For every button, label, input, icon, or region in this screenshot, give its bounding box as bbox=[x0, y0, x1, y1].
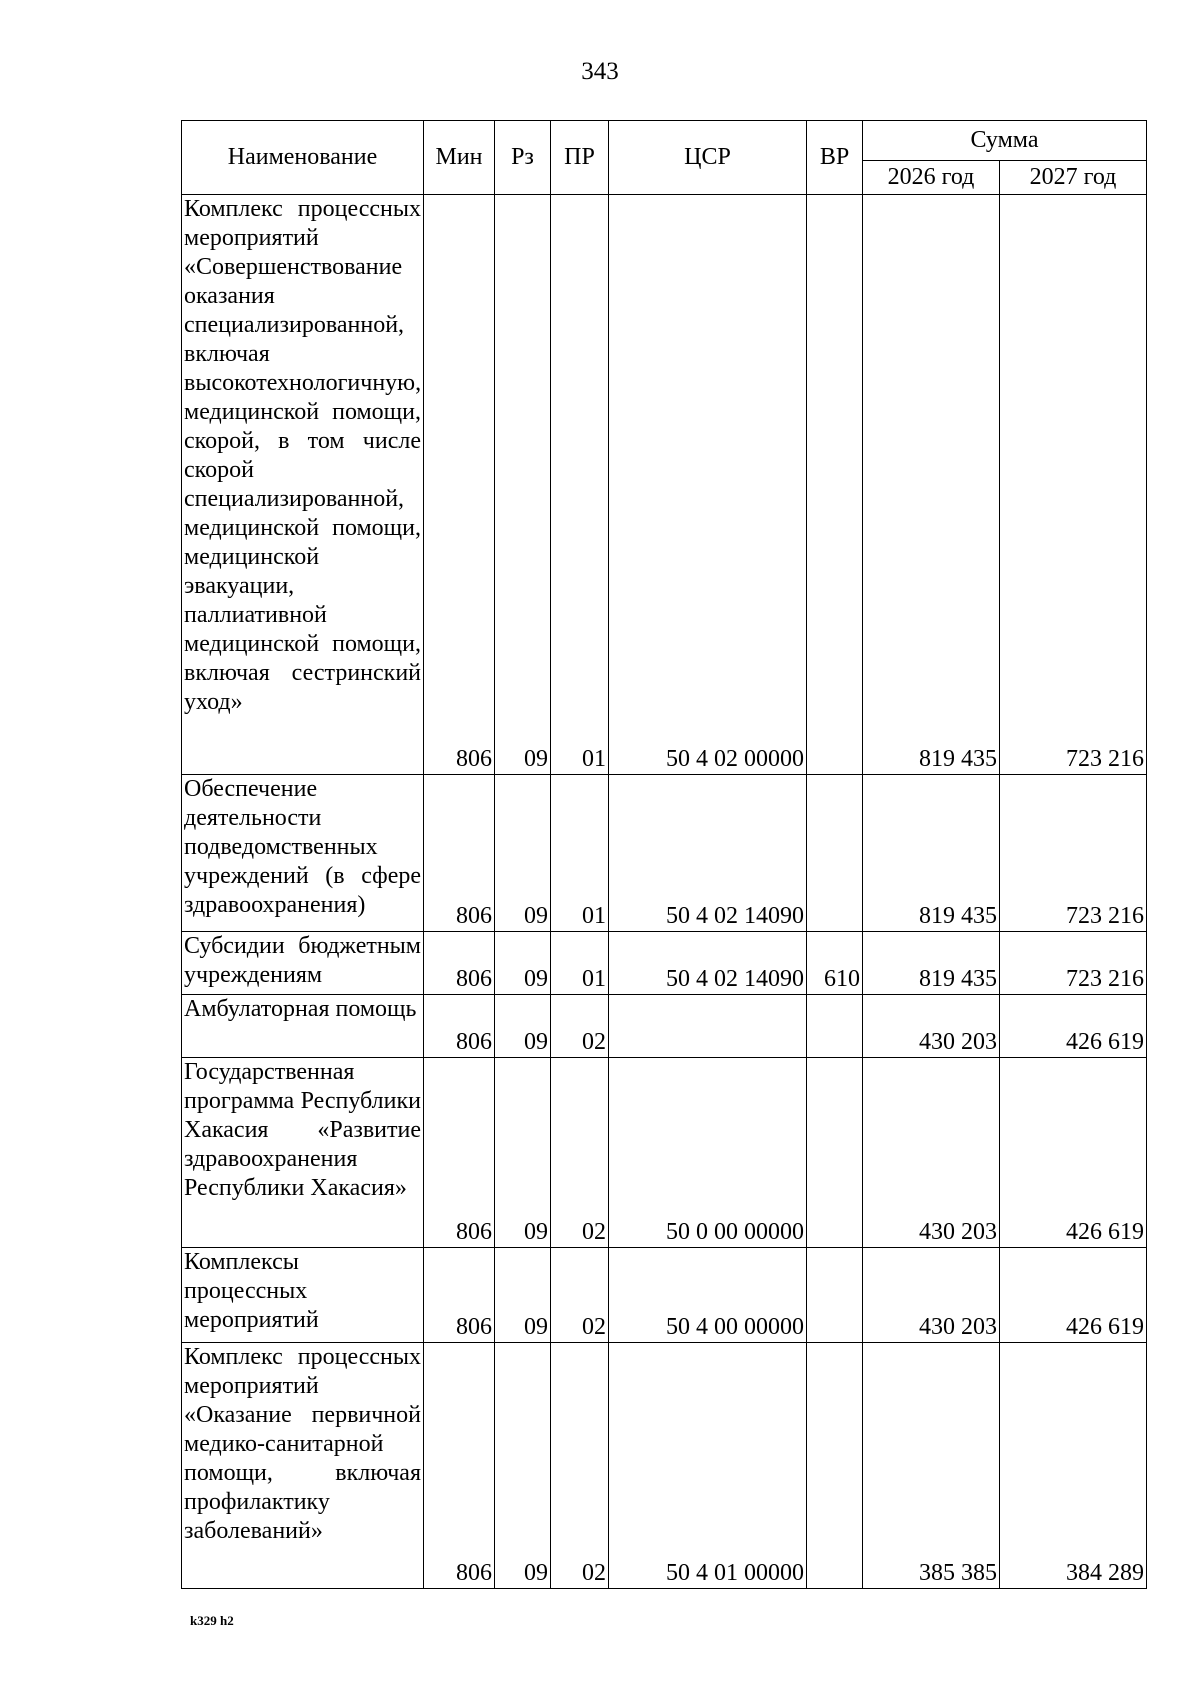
row-pr: 01 bbox=[551, 932, 609, 995]
row-min: 806 bbox=[424, 1248, 495, 1343]
row-2026: 819 435 bbox=[863, 195, 1000, 775]
table-body bbox=[182, 195, 1147, 1589]
row-min: 806 bbox=[424, 932, 495, 995]
row-2026: 430 203 bbox=[863, 1248, 1000, 1343]
row-rz: 09 bbox=[495, 1343, 551, 1589]
row-2027: 426 619 bbox=[1000, 1248, 1147, 1343]
header-year-2027: 2027 год bbox=[1000, 161, 1147, 195]
row-2026: 430 203 bbox=[863, 1058, 1000, 1248]
row-name: Амбулаторная помощь bbox=[182, 995, 424, 1058]
row-csr: 50 0 00 00000 bbox=[609, 1058, 807, 1248]
row-name: Субсидии бюджетным учреждениям bbox=[182, 932, 424, 995]
row-vr bbox=[807, 1248, 863, 1343]
header-pr: ПР bbox=[551, 121, 609, 195]
row-min: 806 bbox=[424, 995, 495, 1058]
row-vr bbox=[807, 195, 863, 775]
header-vr: ВР bbox=[807, 121, 863, 195]
row-pr: 02 bbox=[551, 995, 609, 1058]
row-pr: 02 bbox=[551, 1248, 609, 1343]
row-pr: 02 bbox=[551, 1058, 609, 1248]
row-vr bbox=[807, 1343, 863, 1589]
row-2026: 385 385 bbox=[863, 1343, 1000, 1589]
row-pr: 01 bbox=[551, 775, 609, 932]
table-row bbox=[182, 1248, 1147, 1343]
row-name: Комплексы процессных мероприятий bbox=[182, 1248, 424, 1343]
row-min: 806 bbox=[424, 195, 495, 775]
header-rz: Рз bbox=[495, 121, 551, 195]
row-csr: 50 4 00 00000 bbox=[609, 1248, 807, 1343]
row-rz: 09 bbox=[495, 775, 551, 932]
row-pr: 01 bbox=[551, 195, 609, 775]
page-number: 343 bbox=[581, 58, 619, 85]
row-2026: 819 435 bbox=[863, 775, 1000, 932]
row-2027: 723 216 bbox=[1000, 775, 1147, 932]
header-sum: Сумма bbox=[863, 121, 1147, 161]
row-min: 806 bbox=[424, 775, 495, 932]
row-2027: 384 289 bbox=[1000, 1343, 1147, 1589]
document-code: k329 h2 bbox=[190, 1613, 234, 1628]
row-vr bbox=[807, 1058, 863, 1248]
row-csr bbox=[609, 995, 807, 1058]
table-row bbox=[182, 1058, 1147, 1248]
table-row bbox=[182, 1343, 1147, 1589]
row-2027: 723 216 bbox=[1000, 195, 1147, 775]
table-row bbox=[182, 995, 1147, 1058]
row-rz: 09 bbox=[495, 1058, 551, 1248]
row-name: Государственная программа Республики Хакасия «Развитие здравоохранения Республики Хакасия» bbox=[182, 1058, 424, 1248]
row-vr bbox=[807, 995, 863, 1058]
header-min: Мин bbox=[424, 121, 495, 195]
row-rz: 09 bbox=[495, 932, 551, 995]
row-csr: 50 4 02 14090 bbox=[609, 932, 807, 995]
row-2027: 723 216 bbox=[1000, 932, 1147, 995]
table-row bbox=[182, 195, 1147, 775]
row-rz: 09 bbox=[495, 195, 551, 775]
row-csr: 50 4 02 00000 bbox=[609, 195, 807, 775]
row-vr: 610 bbox=[807, 932, 863, 995]
row-2027: 426 619 bbox=[1000, 995, 1147, 1058]
row-name: Комплекс процессных мероприятий «Оказание первичной медико-санитарной помощи, включая профилактику заболеваний» bbox=[182, 1343, 424, 1589]
table-row bbox=[182, 775, 1147, 932]
row-csr: 50 4 01 00000 bbox=[609, 1343, 807, 1589]
header-year-2026: 2026 год bbox=[863, 161, 1000, 195]
row-2026: 430 203 bbox=[863, 995, 1000, 1058]
budget-table bbox=[181, 120, 1147, 1589]
row-2027: 426 619 bbox=[1000, 1058, 1147, 1248]
row-pr: 02 bbox=[551, 1343, 609, 1589]
table-row bbox=[182, 932, 1147, 995]
header-csr: ЦСР bbox=[609, 121, 807, 195]
row-name: Обеспечение деятельности подведомственных учреждений (в сфере здравоохранения) bbox=[182, 775, 424, 932]
header-name: Наименование bbox=[182, 121, 424, 195]
row-min: 806 bbox=[424, 1058, 495, 1248]
row-name: Комплекс процессных мероприятий «Совершенствование оказания специализированной, включая высокотехнологичную, медицинской помощи, скорой, в том числе скорой специализированной, медицинской помощи, медицинской эвакуации, паллиативной медицинской помощи, включая сестринский уход» bbox=[182, 195, 424, 775]
row-rz: 09 bbox=[495, 1248, 551, 1343]
row-2026: 819 435 bbox=[863, 932, 1000, 995]
row-rz: 09 bbox=[495, 995, 551, 1058]
row-vr bbox=[807, 775, 863, 932]
row-csr: 50 4 02 14090 bbox=[609, 775, 807, 932]
row-min: 806 bbox=[424, 1343, 495, 1589]
